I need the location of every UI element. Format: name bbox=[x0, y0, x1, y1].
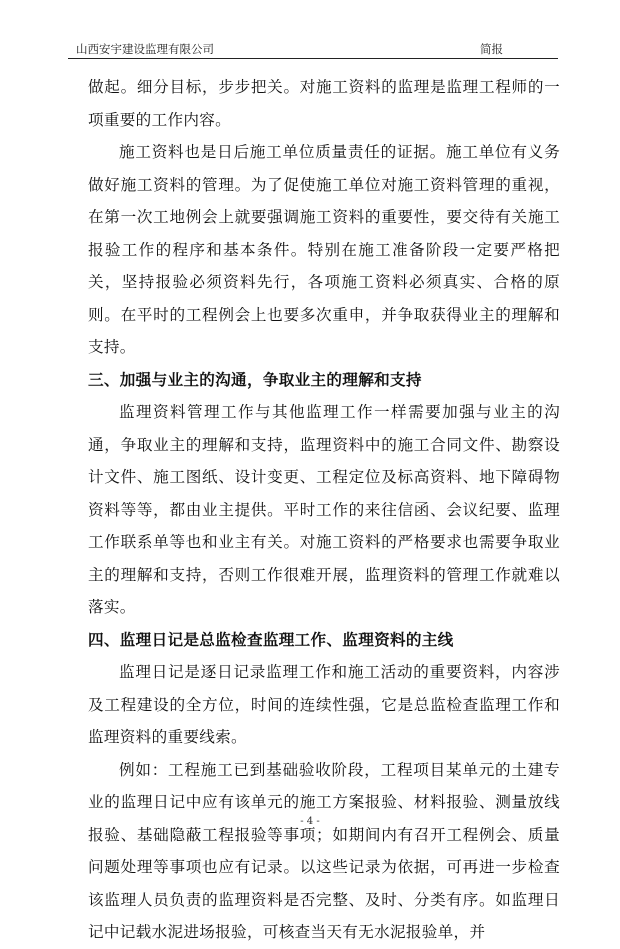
header-company-name: 山西安宇建设监理有限公司 bbox=[76, 42, 214, 56]
paragraph-2: 施工资料也是日后施工单位质量责任的证据。施工单位有义务做好施工资料的管理。为了促使施工单位对施工资料管理的重视，在第一次工地例会上就要强调施工资料的重要性，要交待有关施工报验工作的程序和基本条件。特别在施工准备阶段一定要严格把关，坚持报验必须资料先行，各项施工资料必须真实、合格的原则。在平时的工程例会上也要多次重申，并争取获得业主的理解和支持。 bbox=[88, 143, 560, 356]
page-header bbox=[68, 41, 558, 57]
header-divider bbox=[68, 58, 558, 59]
paragraph-4: 监理日记是逐日记录监理工作和施工活动的重要资料，内容涉及工程建设的全方位，时间的连续性强，它是总监检查监理工作和监理资料的重要线索。 bbox=[88, 663, 560, 746]
section-heading-4: 四、监理日记是总监检查监理工作、监理资料的主线 bbox=[88, 629, 454, 649]
section-heading-3: 三、加强与业主的沟通，争取业主的理解和支持 bbox=[88, 369, 422, 389]
paragraph-3: 监理资料管理工作与其他监理工作一样需要加强与业主的沟通，争取业主的理解和支持，监理资料中的施工合同文件、勘察设计文件、施工图纸、设计变更、工程定位及标高资料、地下障碍物资料等等，都由业主提供。平时工作的来往信函、会议纪要、监理工作联系单等也和业主有关。对施工资料的严格要求也需要争取业主的理解和支持，否则工作很难开展，监理资料的管理工作就难以落实。 bbox=[88, 403, 560, 616]
paragraph-1: 做起。细分目标，步步把关。对施工资料的监理是监理工程师的一项重要的工作内容。 bbox=[88, 78, 560, 129]
header-doc-type: 简报 bbox=[480, 42, 503, 56]
paragraph-5: 例如：工程施工已到基础验收阶段，工程项目某单元的土建专业的监理日记中应有该单元的施工方案报验、材料报验、测量放线报验、基础隐蔽工程报验等事项；如期间内有召开工程例会、质量问题处理等事项也应有记录。以这些记录为依据，可再进一步检查该监理人员负责的监理资料是否完整、及时、分类有序。如监理日记中记载水泥进场报验，可核查当天有无水泥报验单，并 bbox=[88, 760, 560, 941]
page-number: - 4 - bbox=[300, 816, 320, 827]
